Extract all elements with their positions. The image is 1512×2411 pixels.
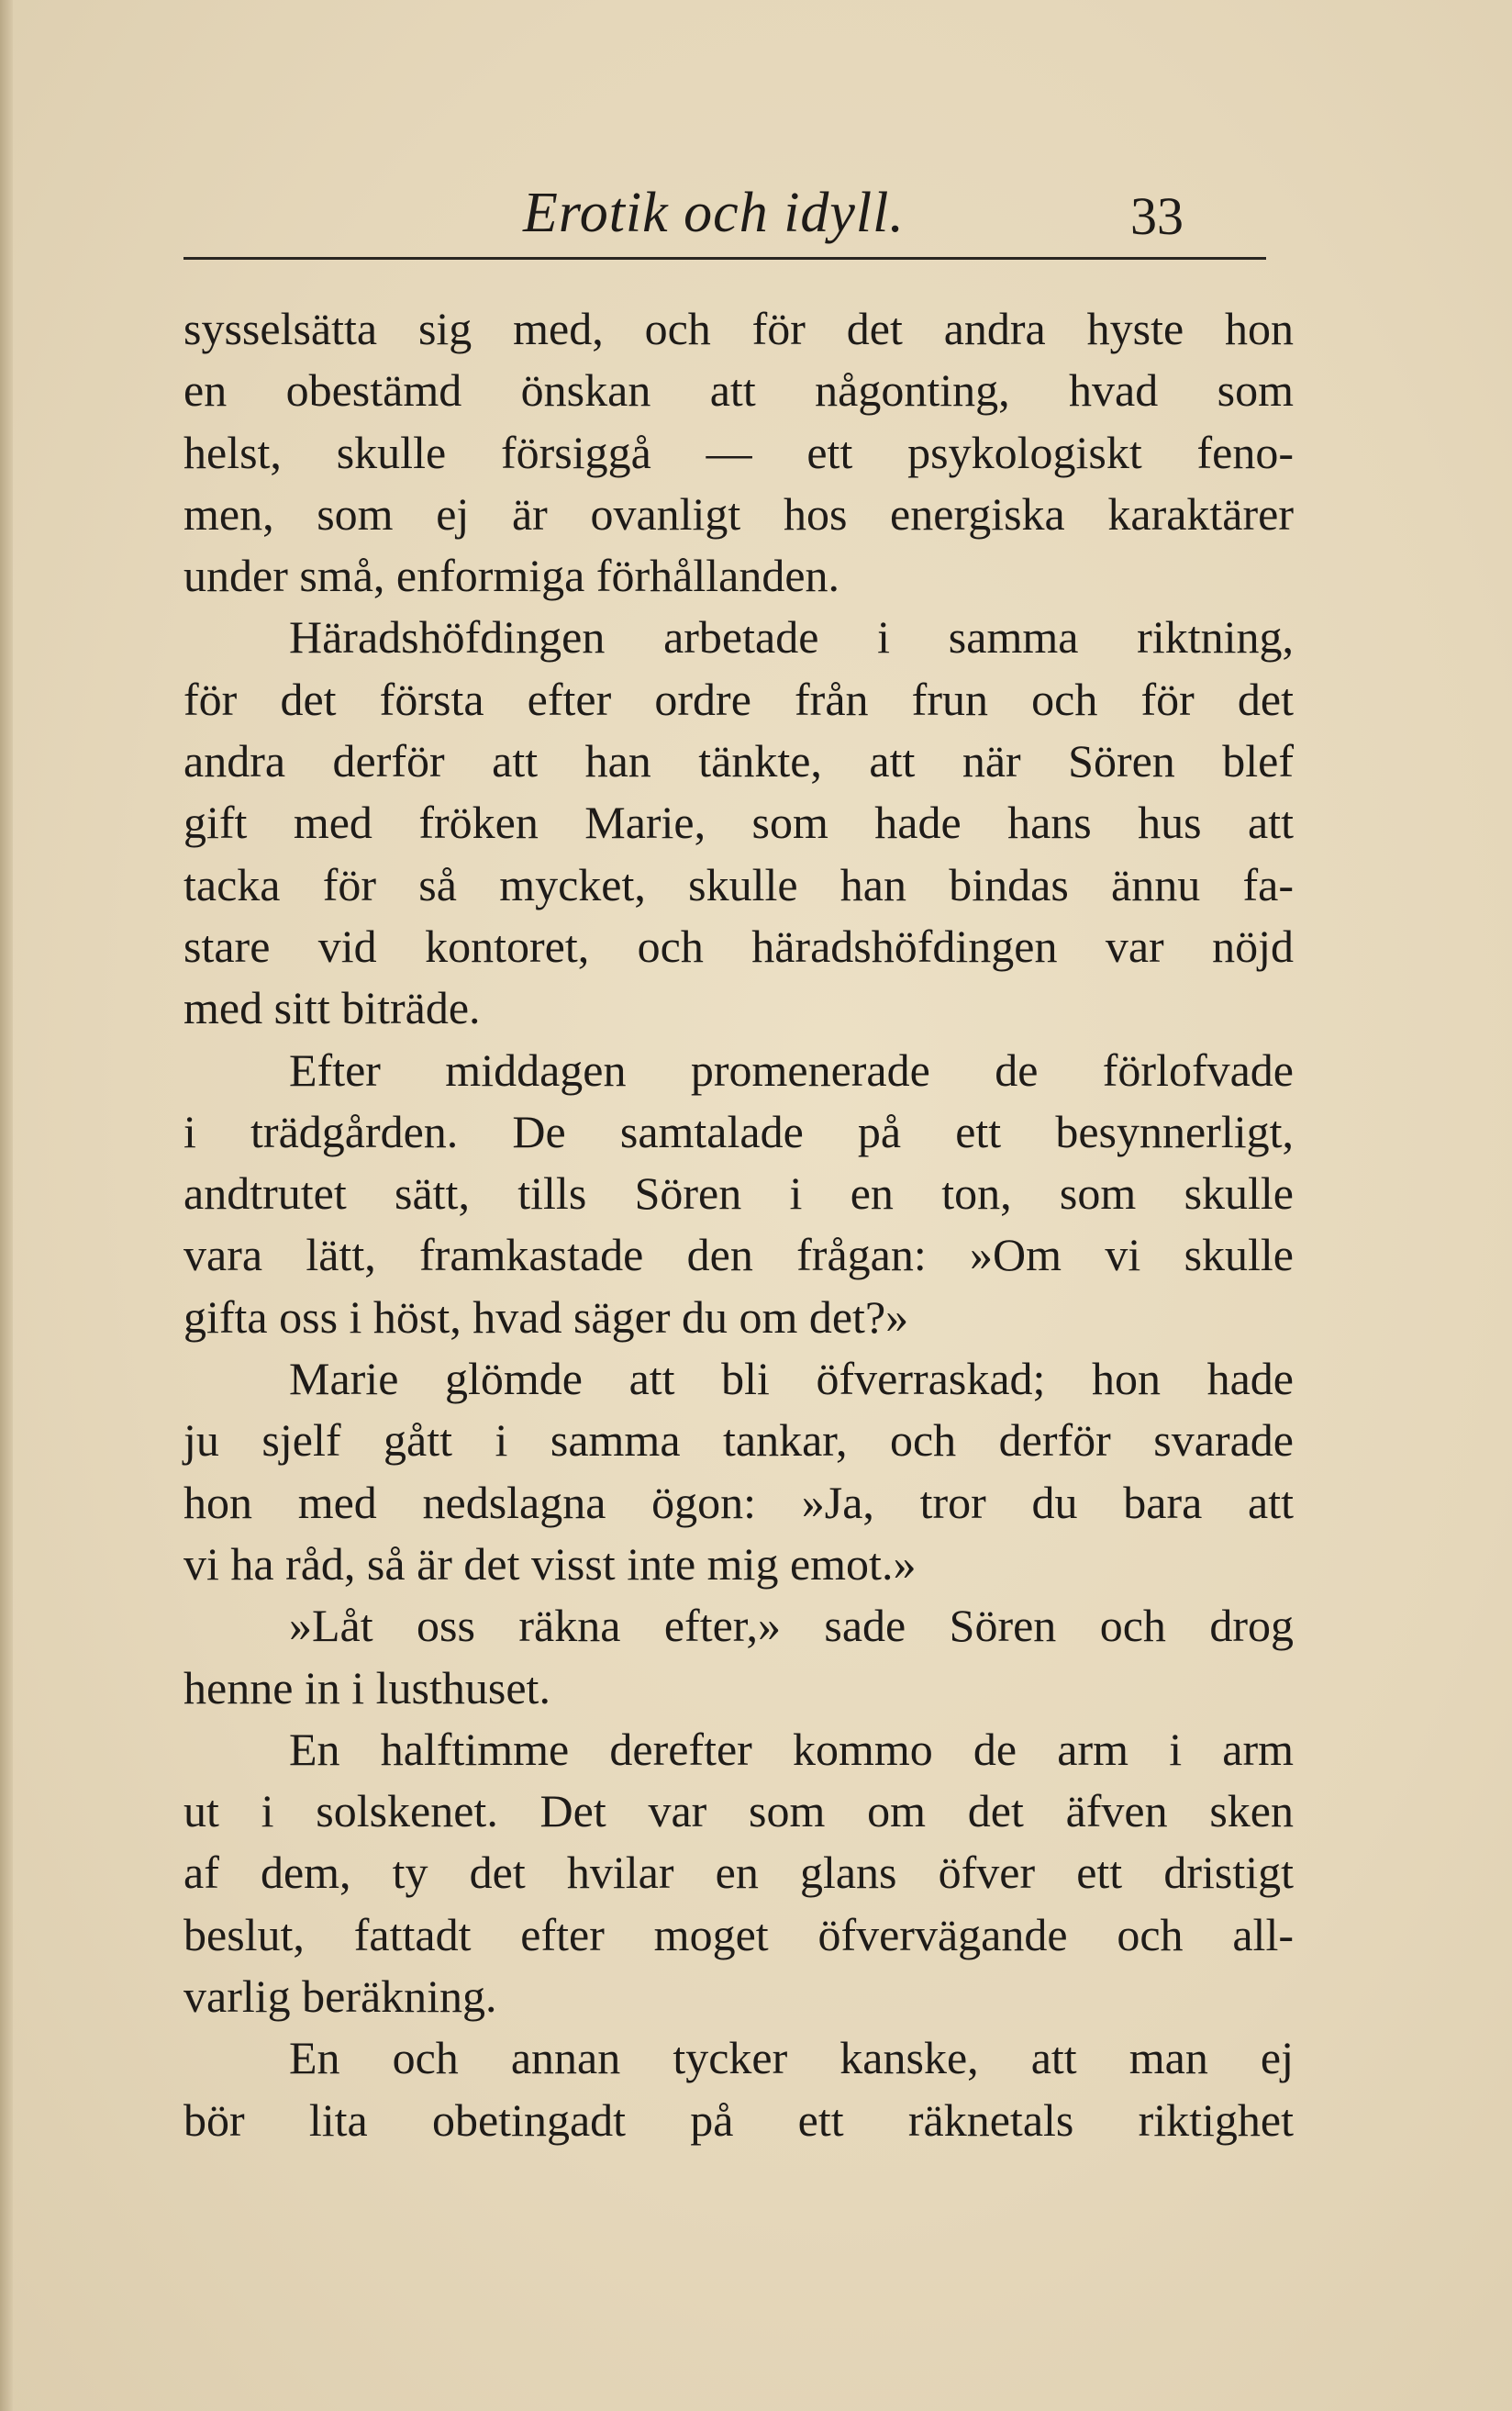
page-number: 33: [1130, 186, 1184, 246]
text-line: för det första efter ordre från frun och för det: [183, 673, 1294, 725]
text-line: vara lätt, framkastade den frågan: »Om vi skulle: [183, 1229, 1294, 1281]
text-line: vi ha råd, så är det visst inte mig emot.»: [183, 1537, 917, 1590]
text-line: med sitt biträde.: [183, 982, 481, 1034]
text-line: andra derför att han tänkte, att när Sören blef: [183, 735, 1294, 787]
text-line: Marie glömde att bli öfverraskad; hon hade: [289, 1353, 1294, 1405]
text-line: under små, enformiga förhållanden.: [183, 550, 840, 602]
text-line: tacka för så mycket, skulle han bindas ännu fa-: [183, 858, 1294, 910]
text-line: men, som ej är ovanligt hos energiska karaktärer: [183, 487, 1294, 540]
text-line: En och annan tycker kanske, att man ej: [289, 2032, 1294, 2084]
text-line: sysselsätta sig med, och för det andra hyste hon: [183, 303, 1294, 354]
text-line: gifta oss i höst, hvad säger du om det?»: [183, 1290, 909, 1343]
binding-edge: [0, 0, 13, 2411]
text-line: helst, skulle försiggå — ett psykologiskt feno-: [183, 426, 1294, 478]
text-line: varlig beräkning.: [183, 1970, 497, 2023]
text-line: ju sjelf gått i samma tankar, och derför svarade: [183, 1414, 1294, 1467]
text-line: En halftimme derefter kommo de arm i arm: [289, 1723, 1294, 1775]
text-line: andtrutet sätt, tills Sören i en ton, som skulle: [183, 1167, 1294, 1220]
body-text: [183, 298, 1294, 2151]
header-rule: [183, 257, 1266, 260]
text-line: bör lita obetingadt på ett räknetals riktighet: [183, 2093, 1294, 2146]
text-line: Häradshöfdingen arbetade i samma riktning,: [289, 611, 1294, 664]
text-line: ut i solskenet. Det var som om det äfven sken: [183, 1785, 1294, 1837]
page-header: [183, 161, 1266, 262]
text-line: i trädgården. De samtalade på ett besynnerligt,: [183, 1105, 1294, 1157]
text-line: gift med fröken Marie, som hade hans hus att: [183, 797, 1294, 849]
running-title: Erotik och idyll.: [523, 182, 905, 244]
text-line: henne in i lusthuset.: [183, 1661, 550, 1713]
text-line: af dem, ty det hvilar en glans öfver ett dristigt: [183, 1847, 1294, 1899]
text-line: en obestämd önskan att någonting, hvad som: [183, 364, 1294, 417]
text-line: Efter middagen promenerade de förlofvade: [289, 1044, 1294, 1096]
text-line: hon med nedslagna ögon: »Ja, tror du bara att: [183, 1476, 1294, 1528]
text-line: »Låt oss räkna efter,» sade Sören och drog: [289, 1600, 1294, 1652]
text-line: beslut, fattadt efter moget öfvervägande och all-: [183, 1908, 1294, 1960]
text-line: stare vid kontoret, och häradshöfdingen var nöjd: [183, 920, 1294, 972]
